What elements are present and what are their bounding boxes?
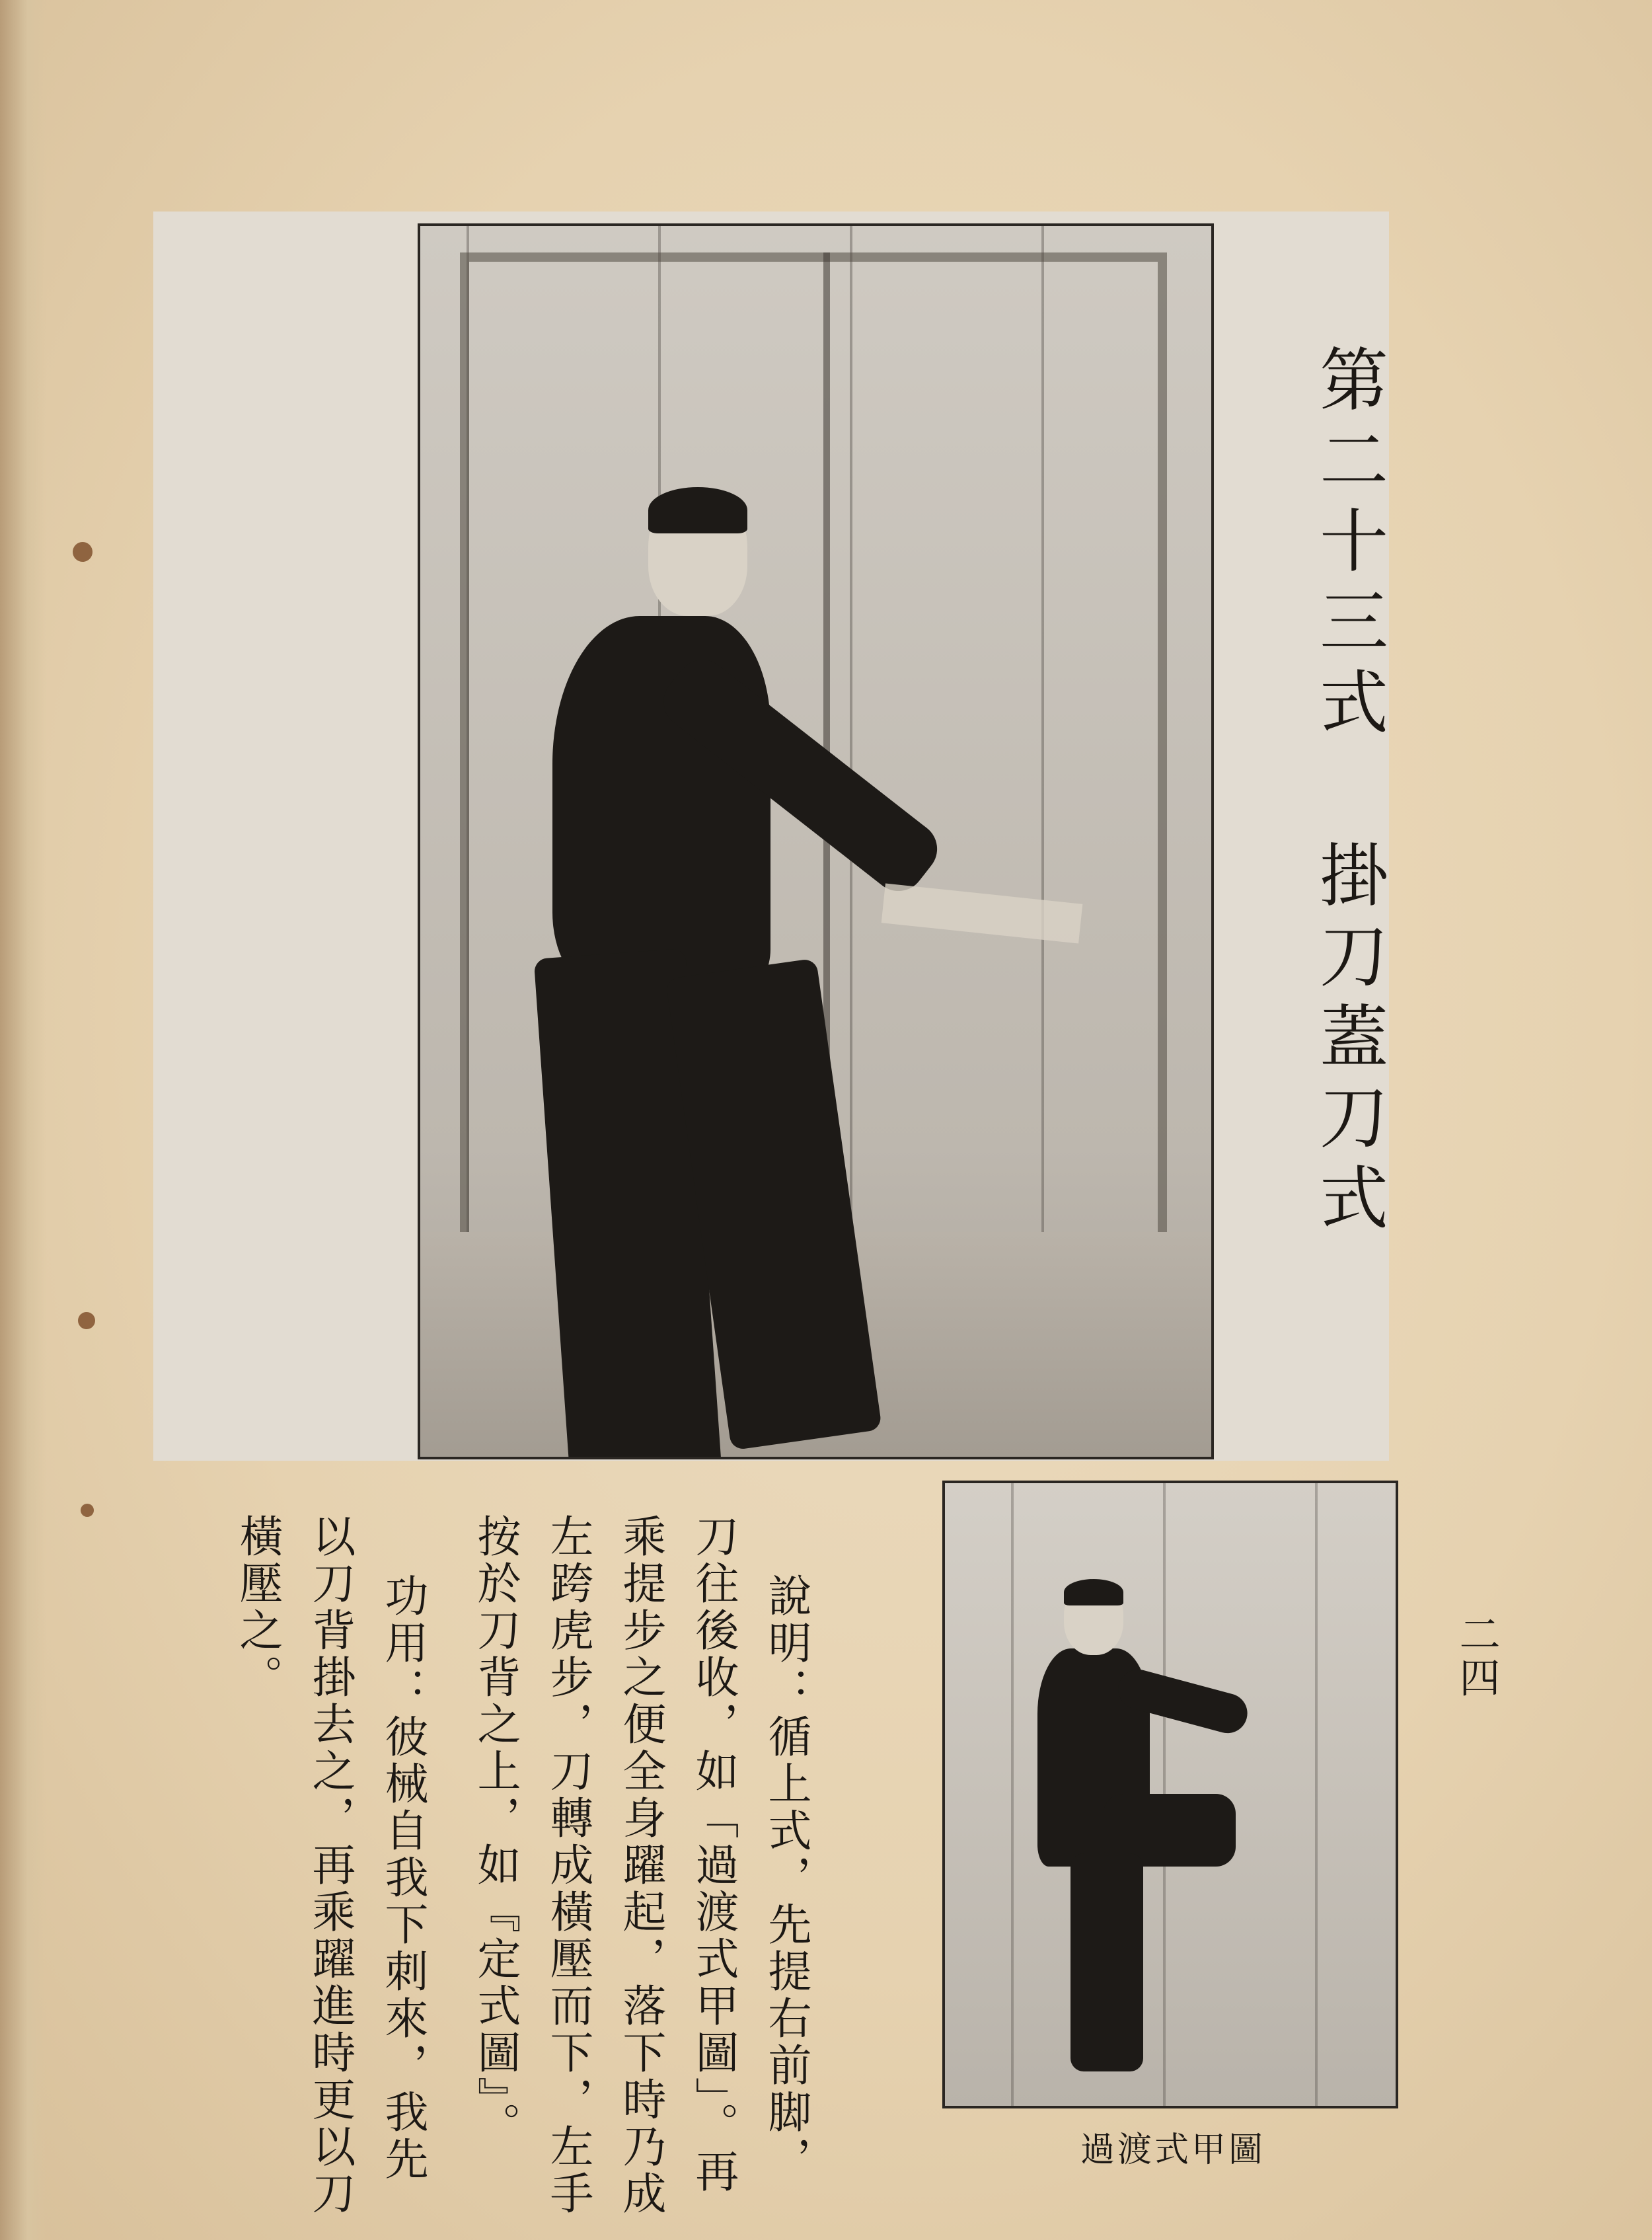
figure-torso	[552, 616, 770, 986]
foxing-stain	[81, 1504, 94, 1517]
page-number: 二四	[1452, 1613, 1501, 1700]
section-title: 第二十三式 掛刀蓋刀式	[1308, 344, 1388, 1243]
body-column-8: 橫壓之。	[232, 1514, 283, 1701]
transition-photo	[942, 1481, 1398, 2108]
foxing-stain	[73, 542, 93, 562]
body-column-3: 乘提步之便全身躍起，落下時乃成	[615, 1514, 666, 2218]
figure-leg-small	[1070, 1853, 1143, 2071]
body-column-7: 以刀背掛去之，再乘躍進時更以刀	[305, 1514, 356, 2218]
body-column-6: 功用：彼械自我下刺來，我先	[377, 1573, 428, 2183]
body-column-5: 按於刀背之上，如『定式圖』。	[470, 1514, 521, 2149]
body-column-4: 左跨虎步，刀轉成橫壓而下，左手	[543, 1514, 593, 2218]
body-column-2: 刀往後收，如「過渡式甲圖」。再	[688, 1514, 739, 2196]
book-gutter	[0, 0, 46, 2240]
figure-hair-small	[1064, 1579, 1123, 1605]
foxing-stain	[78, 1312, 95, 1329]
photo-caption: 過渡式甲圖	[1080, 2130, 1265, 2170]
body-column-1: 說明：循上式，先提右前脚，	[761, 1573, 811, 2183]
main-photo-stance	[418, 223, 1214, 1459]
figure-hair	[648, 487, 747, 533]
